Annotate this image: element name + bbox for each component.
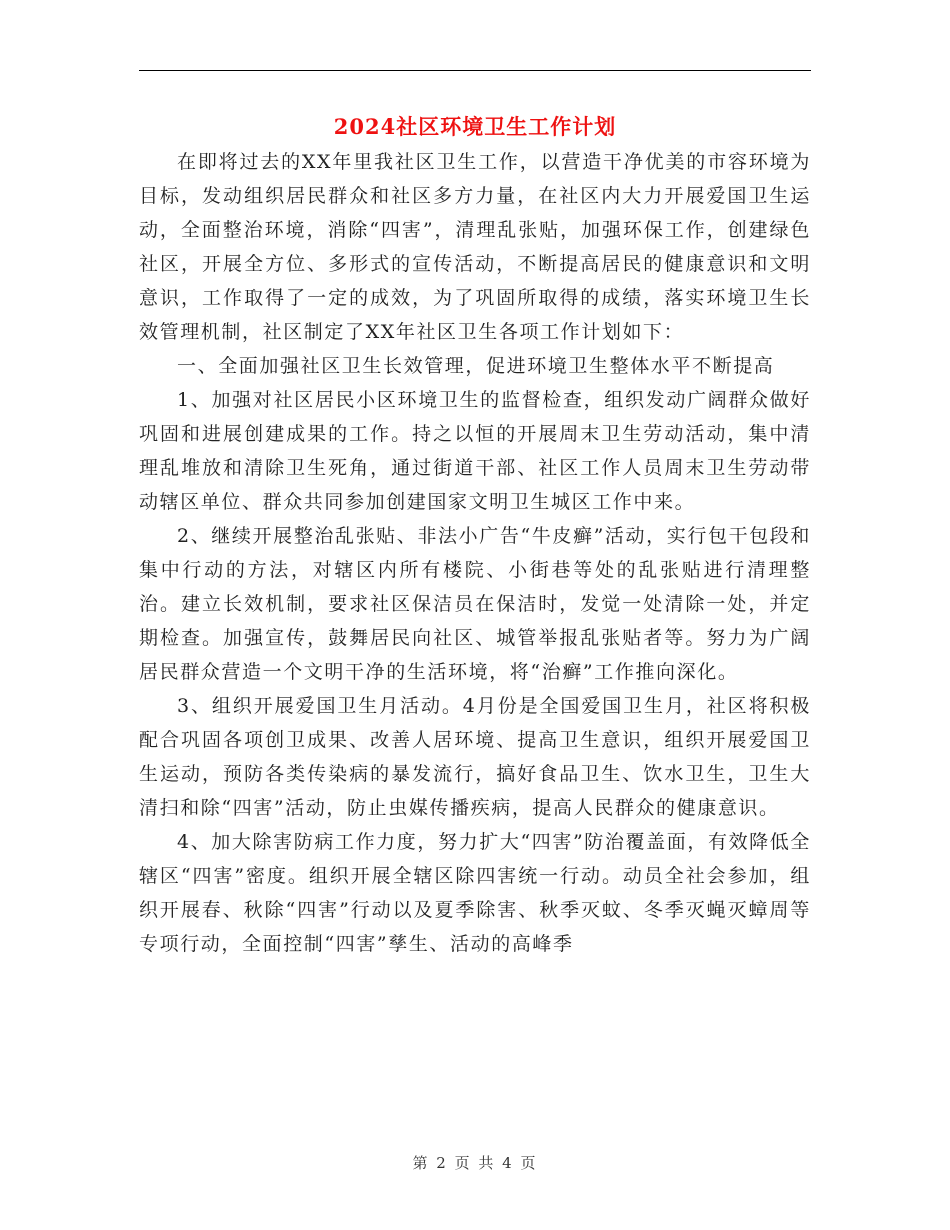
page-number-footer: 第 2 页 共 4 页: [412, 1154, 538, 1172]
document-title: 2024社区环境卫生工作计划: [333, 114, 617, 139]
item-paragraph-4: 4、加大除害防病工作力度，努力扩大“四害”防治覆盖面，有效降低全辖区“四害”密度。组织开展全辖区除四害统一行动。动员全社会参加，组织开展春、秋除“四害”行动以及夏季除害、秋季灭蚊、冬季灭蝇灭蟑周等专项行动，全面控制“四害”孳生、活动的高峰季: [139, 831, 811, 955]
intro-paragraph: 在即将过去的XX年里我社区卫生工作，以营造干净优美的市容环境为目标，发动组织居民群众和社区多方力量，在社区内大力开展爱国卫生运动，全面整治环境，消除“四害”，清理乱张贴，加强环保工作，创建绿色社区，开展全方位、多形式的宣传活动，不断提高居民的健康意识和文明意识，工作取得了一定的成效，为了巩固所取得的成绩，落实环境卫生长效管理机制，社区制定了XX年社区卫生各项工作计划如下：: [139, 151, 811, 343]
item-paragraph-3: 3、组织开展爱国卫生月活动。4月份是全国爱国卫生月，社区将积极配合巩固各项创卫成果、改善人居环境、提高卫生意识，组织开展爱国卫生运动，预防各类传染病的暴发流行，搞好食品卫生、饮水卫生，卫生大清扫和除“四害”活动，防止虫媒传播疾病，提高人民群众的健康意识。: [139, 695, 811, 819]
item-paragraph-2: 2、继续开展整治乱张贴、非法小广告“牛皮癣”活动，实行包干包段和集中行动的方法，对辖区内所有楼院、小街巷等处的乱张贴进行清理整治。建立长效机制，要求社区保洁员在保洁时，发觉一处清除一处，并定期检查。加强宣传，鼓舞居民向社区、城管举报乱张贴者等。努力为广阔居民群众营造一个文明干净的生活环境，将“治癣”工作推向深化。: [139, 525, 811, 683]
header-rule: [139, 70, 811, 71]
item-paragraph-1: 1、加强对社区居民小区环境卫生的监督检查，组织发动广阔群众做好巩固和进展创建成果的工作。持之以恒的开展周末卫生劳动活动，集中清理乱堆放和清除卫生死角，通过街道干部、社区工作人员周末卫生劳动带动辖区单位、群众共同参加创建国家文明卫生城区工作中来。: [139, 389, 811, 513]
section-heading-1: 一、全面加强社区卫生长效管理，促进环境卫生整体水平不断提高: [177, 355, 775, 377]
document-body: [139, 145, 811, 961]
